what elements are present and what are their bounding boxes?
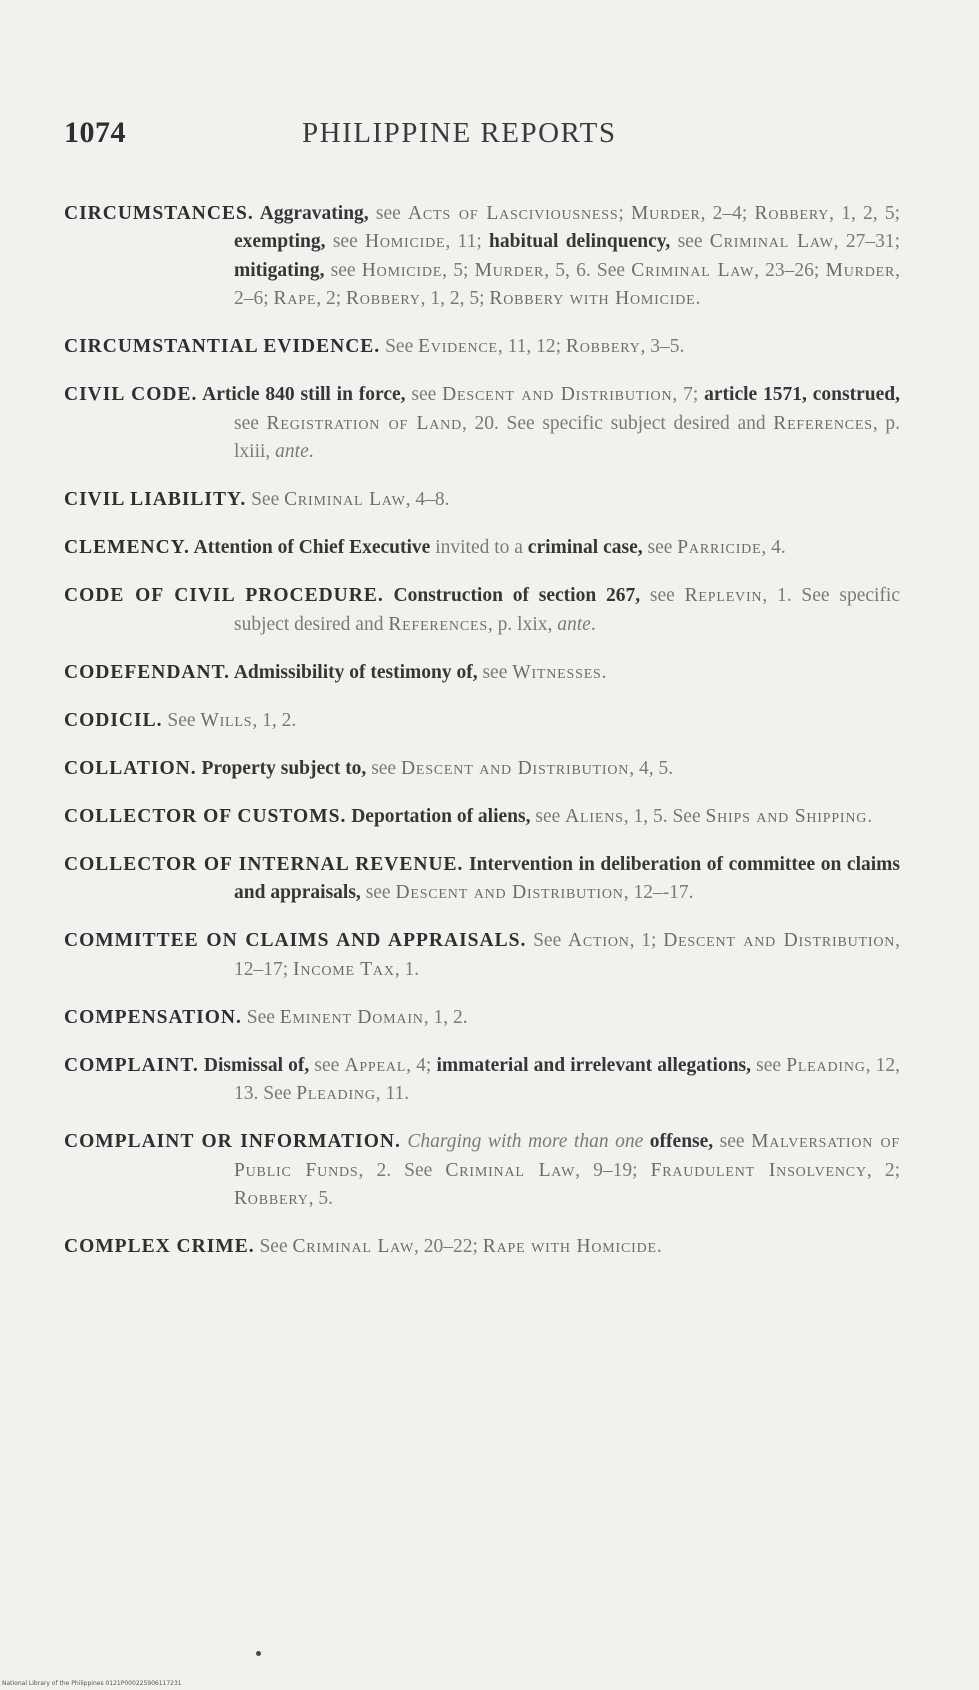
cross-reference: Murder [825,259,896,281]
entry-headword: COLLECTOR OF CUSTOMS. [64,805,347,827]
entry-text: , 2; [866,1159,900,1181]
entry-text: , 1, 2. [252,709,297,731]
entry-text: . [656,1236,662,1257]
entry-headword: CODEFENDANT. [64,661,231,683]
index-entry [64,333,900,362]
entry-text: , 3–5. [640,336,685,357]
entry-headword: COLLECTOR OF INTERNAL REVENUE. [64,853,464,875]
cross-reference: Malversation of Public Funds [234,1131,901,1181]
entry-text: see [324,259,362,281]
entry-text: Construction of section 267, [383,585,641,606]
cross-reference: References [388,613,488,635]
entry-headword: CODICIL. [64,709,163,731]
entry-text: . [695,288,701,309]
entry-text: see [234,412,267,434]
cross-reference: Homicide [365,231,446,252]
entry-text: , 1; [629,930,664,951]
entry-text: , 4. [761,537,786,558]
entry-text: see [640,585,685,606]
entry-text: see [670,231,710,252]
entry-text: see [366,757,401,779]
index-entries [64,180,900,1276]
running-title: PHILIPPINE REPORTS [302,117,617,149]
cross-reference: Descent and Distribution [663,930,896,951]
cross-reference: Ships and Shipping [705,805,868,827]
entry-headword: COMPLEX CRIME. [64,1236,255,1257]
entry-text: ante [557,613,591,635]
cross-reference: Evidence [418,336,498,357]
entry-text: see [368,202,408,224]
entry-text: exempting, [234,231,326,252]
index-entry [64,582,900,639]
entry-text: , 2; [316,288,346,309]
entry-text: Property subject to, [196,757,367,779]
index-entry [64,1052,900,1109]
index-entry [64,200,900,314]
entry-text: see [477,661,513,683]
entry-text: , p. lxix, [487,613,558,635]
cross-reference: Murder [474,259,545,281]
cross-reference: Aliens [565,805,624,827]
index-entry [64,927,900,984]
cross-reference: Criminal Law [284,489,406,510]
cross-reference: Rape with Homicide [482,1236,657,1257]
entry-headword: CIRCUMSTANCES. [64,202,254,224]
entry-text: . [308,441,314,462]
entry-text: offense, [649,1131,714,1152]
entry-text: , 1. [394,958,420,980]
entry-text: , 1, 2. [423,1006,468,1028]
entry-text: Admissibility of testimony of, [230,661,478,683]
entry-text: see [713,1131,752,1152]
index-entry [64,381,900,467]
entry-text: , 23–26; [754,259,826,281]
entry-text: Intervention in deliberation of committee on claims and appraisals, [234,853,900,903]
entry-text: , 1. See specific subject desired and [234,585,900,635]
entry-text: see [530,805,566,827]
entry-text: ante [275,441,309,462]
entry-text: , 11; [445,231,490,252]
entry-headword: CIVIL LIABILITY. [64,489,247,510]
entry-text: criminal case, [527,537,643,558]
entry-text: Aggravating, [253,202,369,224]
entry-text: See [162,709,201,731]
page-number: 1074 [64,116,126,149]
speck-mark [256,1651,261,1656]
entry-text: , 7; [672,384,705,405]
cross-reference: Witnesses [512,661,602,683]
entry-text: , 1, 2, 5; [829,202,901,224]
entry-text: , 11. [375,1083,410,1104]
entry-text: See [380,336,419,357]
index-entry [64,1233,900,1262]
entry-text: , 2–4; [700,202,755,224]
cross-reference: Parricide [677,537,762,558]
entry-text: , 4, 5. [629,757,674,779]
entry-text: Deportation of aliens, [346,805,531,827]
cross-reference: Fraudulent Insolvency [650,1159,867,1181]
entry-text: , 5; [442,259,475,281]
entry-text: , 4–8. [405,489,450,510]
entry-text: , 12, 13. See [234,1054,901,1104]
library-footer: National Library of the Philippines 0121P000225906117231 [2,1680,182,1687]
entry-text: , 1, 5. See [623,805,706,827]
entry-text: , 1, 2, 5; [420,288,490,309]
cross-reference: Pleading [296,1083,376,1104]
entry-text: , 27–31; [833,231,901,252]
cross-reference: Robbery [346,288,421,309]
entry-headword: COMMITTEE ON CLAIMS AND APPRAISALS. [64,930,527,951]
entry-text: , 11, 12; [497,336,566,357]
entry-text: ; [618,202,632,224]
cross-reference: Descent and Distribution [395,882,624,903]
cross-reference: Robbery [565,336,641,357]
entry-text: Article 840 still in force, [197,384,406,405]
index-entry [64,755,900,784]
entry-headword: CIRCUMSTANTIAL EVIDENCE. [64,336,381,357]
index-entry [64,851,900,908]
cross-reference: Descent and Distribution [400,757,630,779]
entry-text: , 12–17; [234,930,901,980]
index-entry [64,1128,900,1214]
entry-headword: CODE OF CIVIL PROCEDURE. [64,585,384,606]
index-entry [64,707,900,736]
entry-text: , 5. [308,1188,333,1209]
entry-text: see [360,882,396,903]
entry-text: article 1571, construed, [704,384,900,405]
entry-text: see [325,231,366,252]
cross-reference: Robbery [234,1188,309,1209]
entry-text: , 5, 6. See [544,259,632,281]
entry-text: See [246,489,285,510]
cross-reference: Robbery [754,202,830,224]
entry-text: invited to a [430,537,528,558]
entry-text: mitigating, [234,259,325,281]
entry-text: , 20. See specific subject desired and [461,412,774,434]
entry-text: see [751,1054,787,1076]
entry-text: See [241,1006,280,1028]
cross-reference: Homicide [361,259,443,281]
cross-reference: Criminal Law [631,259,755,281]
cross-reference: Appeal [344,1054,407,1076]
cross-reference: Action [567,930,630,951]
entry-headword: COMPLAINT OR INFORMATION. [64,1131,401,1152]
cross-reference: Robbery with Homicide [489,288,696,309]
entry-text: See [526,930,568,951]
entry-text: . [590,613,596,635]
index-entry [64,486,900,515]
entry-text: immaterial and irrelevant allegations, [436,1054,751,1076]
entry-text: , 4; [406,1054,437,1076]
entry-text: see [309,1054,345,1076]
cross-reference: References [773,412,873,434]
entry-headword: COLLATION. [64,757,197,779]
entry-text: , 2–6; [234,259,901,309]
cross-reference: Murder [631,202,701,224]
cross-reference: Replevin [684,585,763,606]
entry-text: . [601,661,607,683]
entry-text: See [254,1236,293,1257]
cross-reference: Criminal Law [709,231,834,252]
entry-headword: COMPENSATION. [64,1006,242,1028]
entry-headword: COMPLAINT. [64,1054,199,1076]
entry-text: , 12–-17. [623,882,694,903]
entry-headword: CLEMENCY. [64,537,190,558]
index-entry [64,803,900,832]
entry-text: Attention of Chief Executive [189,537,431,558]
cross-reference: Pleading [786,1054,866,1076]
entry-text: , 20–22; [413,1236,483,1257]
cross-reference: Registration of Land [266,412,462,434]
cross-reference: Wills [200,709,253,731]
entry-headword: CIVIL CODE. [64,384,198,405]
entry-text: , p. lxiii, [234,412,900,462]
cross-reference: Descent and Distribution [442,384,673,405]
entry-text: , 9–19; [575,1159,651,1181]
entry-text: . [867,805,873,827]
entry-text: Dismissal of, [198,1054,310,1076]
index-entry [64,659,900,688]
index-entry [64,534,900,563]
cross-reference: Criminal Law [292,1236,414,1257]
entry-text: , 2. See [358,1159,446,1181]
entry-text: habitual delinquency, [489,231,671,252]
index-entry [64,1004,900,1033]
entry-text: see [405,384,443,405]
entry-text: Charging with more than one [400,1131,644,1152]
cross-reference: Criminal Law [445,1159,576,1181]
cross-reference: Eminent Domain [279,1006,424,1028]
cross-reference: Rape [273,288,317,309]
cross-reference: Acts of Lasciviousness [407,202,619,224]
page-header [64,116,660,150]
cross-reference: Income Tax [293,958,395,980]
entry-text: see [642,537,678,558]
